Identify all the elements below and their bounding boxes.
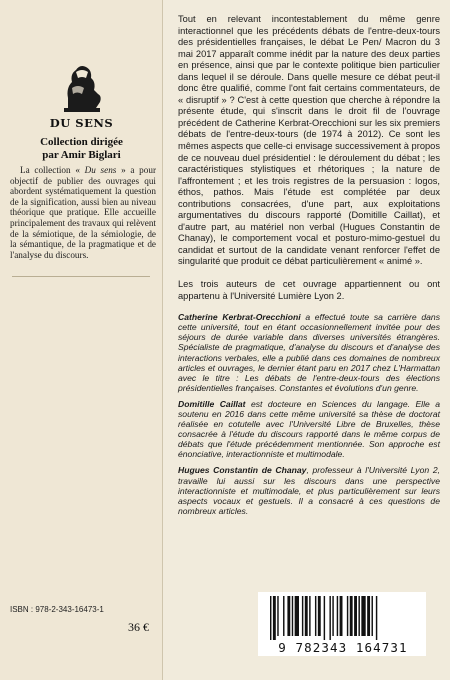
series-description: La collection « Du sens » a pour objectif de publier des ouvrages qui abordent systématiquement la question de la signification, aussi bien au niveau théorique que pratique. Elle accueille principalement des travaux qui relèvent de la sémiotique, de la sémiologie, de la sémantique, de la pragmatique et de l'analyse du discours.: [10, 165, 157, 260]
authors-affiliation: Les trois auteurs de cet ouvrage appartiennent ou ont appartenu à l'Université Lumière Lyon 2.: [178, 279, 440, 301]
barcode-bar: [372, 596, 373, 636]
author-name: Hugues Constantin de Chanay: [178, 465, 307, 476]
author-name: Catherine Kerbrat-Orecchioni: [178, 312, 301, 323]
barcode-bar: [367, 596, 370, 636]
barcode-bar: [295, 596, 299, 636]
barcode-bar: [332, 596, 333, 636]
price: 36 €: [128, 620, 149, 634]
barcode-bar: [358, 596, 359, 636]
divider: [12, 276, 150, 277]
barcode-bar: [350, 596, 353, 636]
barcode-bar: [318, 596, 321, 636]
barcode-bars-icon: [268, 596, 418, 640]
series-director-name: par Amir Biglari: [42, 149, 121, 161]
isbn: ISBN : 978-2-343-16473-1: [10, 605, 104, 614]
barcode-bar: [273, 596, 276, 640]
barcode-bar: [337, 596, 338, 636]
barcode-bar: [287, 596, 290, 636]
barcode-bar: [324, 596, 325, 640]
series-column: [0, 0, 163, 680]
barcode: [258, 592, 426, 656]
author-name: Domitille Caillat: [178, 398, 246, 409]
back-cover-text: [178, 14, 440, 522]
sphinx-logo-icon: [58, 58, 106, 116]
barcode-bar: [354, 596, 357, 636]
barcode-bar: [347, 596, 348, 636]
barcode-bar: [340, 596, 343, 636]
barcode-bar: [277, 596, 278, 636]
summary-paragraph: Tout en relevant incontestablement du même genre interactionnel que les précédents débats de l'entre-deux-tours des présidentielles françaises, le débat Le Pen/ Macron du 3 mai 2017 apparaît comme inédit par la nature des deux parties en présence, ainsi que par le contexte politique bien particulier dans lequel il se déroule. Dans quelle mesure ce débat peut-il donc être qualifié, comme l'ont fait certains commentateurs, de « disruptif » ? C'est à cette question que cherche à répondre la présente étude, qui s'inscrit dans le droit fil de l'ouvrage précédent de Catherine Kerbrat-Orecchioni sur les six premiers débats de l'entre-deux-tours (de 1974 à 2012). Ce sont les mêmes aspects que celle-ci envisage successivement à propos de ce nouveau duel présidentiel : le déroulement du débat ; les caractéristiques stylistiques et rhétoriques ; la nature de l'affrontement ; et les trois registres de la persuasion : logos, éthos, pathos. Mais l'étude est complétée par deux contributions consacrées, d'une part, aux exploitations argumentatives du discours rapporté (Domitille Caillat), et d'autre part, au matériel non verbal (Hugues Constantin de Chanay), le comportement vocal et posturo-mimo-gestuel du candidat et surtout de la candidate venant renforcer l'effet de singularité que produit ce débat particulièrement « animé ».: [178, 14, 440, 267]
barcode-bar: [309, 596, 310, 636]
series-director-label: Collection dirigée: [40, 136, 123, 148]
barcode-bar: [305, 596, 308, 636]
author-bio: Domitille Caillat est docteure en Sciences du langage. Elle a soutenu en 2016 dans cette même université sa thèse de doctorat réalisée en cotutelle avec l'Université Libre de Bruxelles, thèse consacrée à l'étude du discours rapporté dans le même corpus de débats que l'étude précédemment mentionnée. Son approche est énonciative, interactionniste et multimodale.: [178, 398, 440, 460]
barcode-bar: [361, 596, 365, 636]
barcode-bar: [376, 596, 377, 640]
barcode-bar: [283, 596, 284, 636]
barcode-bar: [315, 596, 316, 636]
barcode-bar: [302, 596, 303, 636]
author-bio: Hugues Constantin de Chanay, professeur à l'Université Lyon 2, travaille lui aussi sur les discours dans une perspective interactionniste et multimodale, et plus particulièrement sur leurs aspects vocaux et gestuels. Il a consacré à ces questions de nombreux articles.: [178, 465, 440, 516]
author-bio: Catherine Kerbrat-Orecchioni a effectué toute sa carrière dans cette université, tout en étant occasionnellement invitée pour des séjours de durée variable dans diverses universités étrangères. Spécialiste de pragmatique, d'analyse du discours et d'analyse des interactions verbales, elle a publié dans ces domaines de nombreux articles et ouvrages, le dernier étant paru en 2017 chez L'Harmattan avec le titre : Les débats de l'entre-deux-tours des élections présidentielles françaises. Constantes et évolutions d'un genre.: [178, 312, 441, 393]
barcode-bar: [292, 596, 293, 636]
barcode-number: 9 782343 164731: [278, 640, 408, 655]
barcode-bar: [329, 596, 330, 640]
barcode-bar: [270, 596, 271, 640]
series-name: DU SENS: [49, 116, 114, 130]
